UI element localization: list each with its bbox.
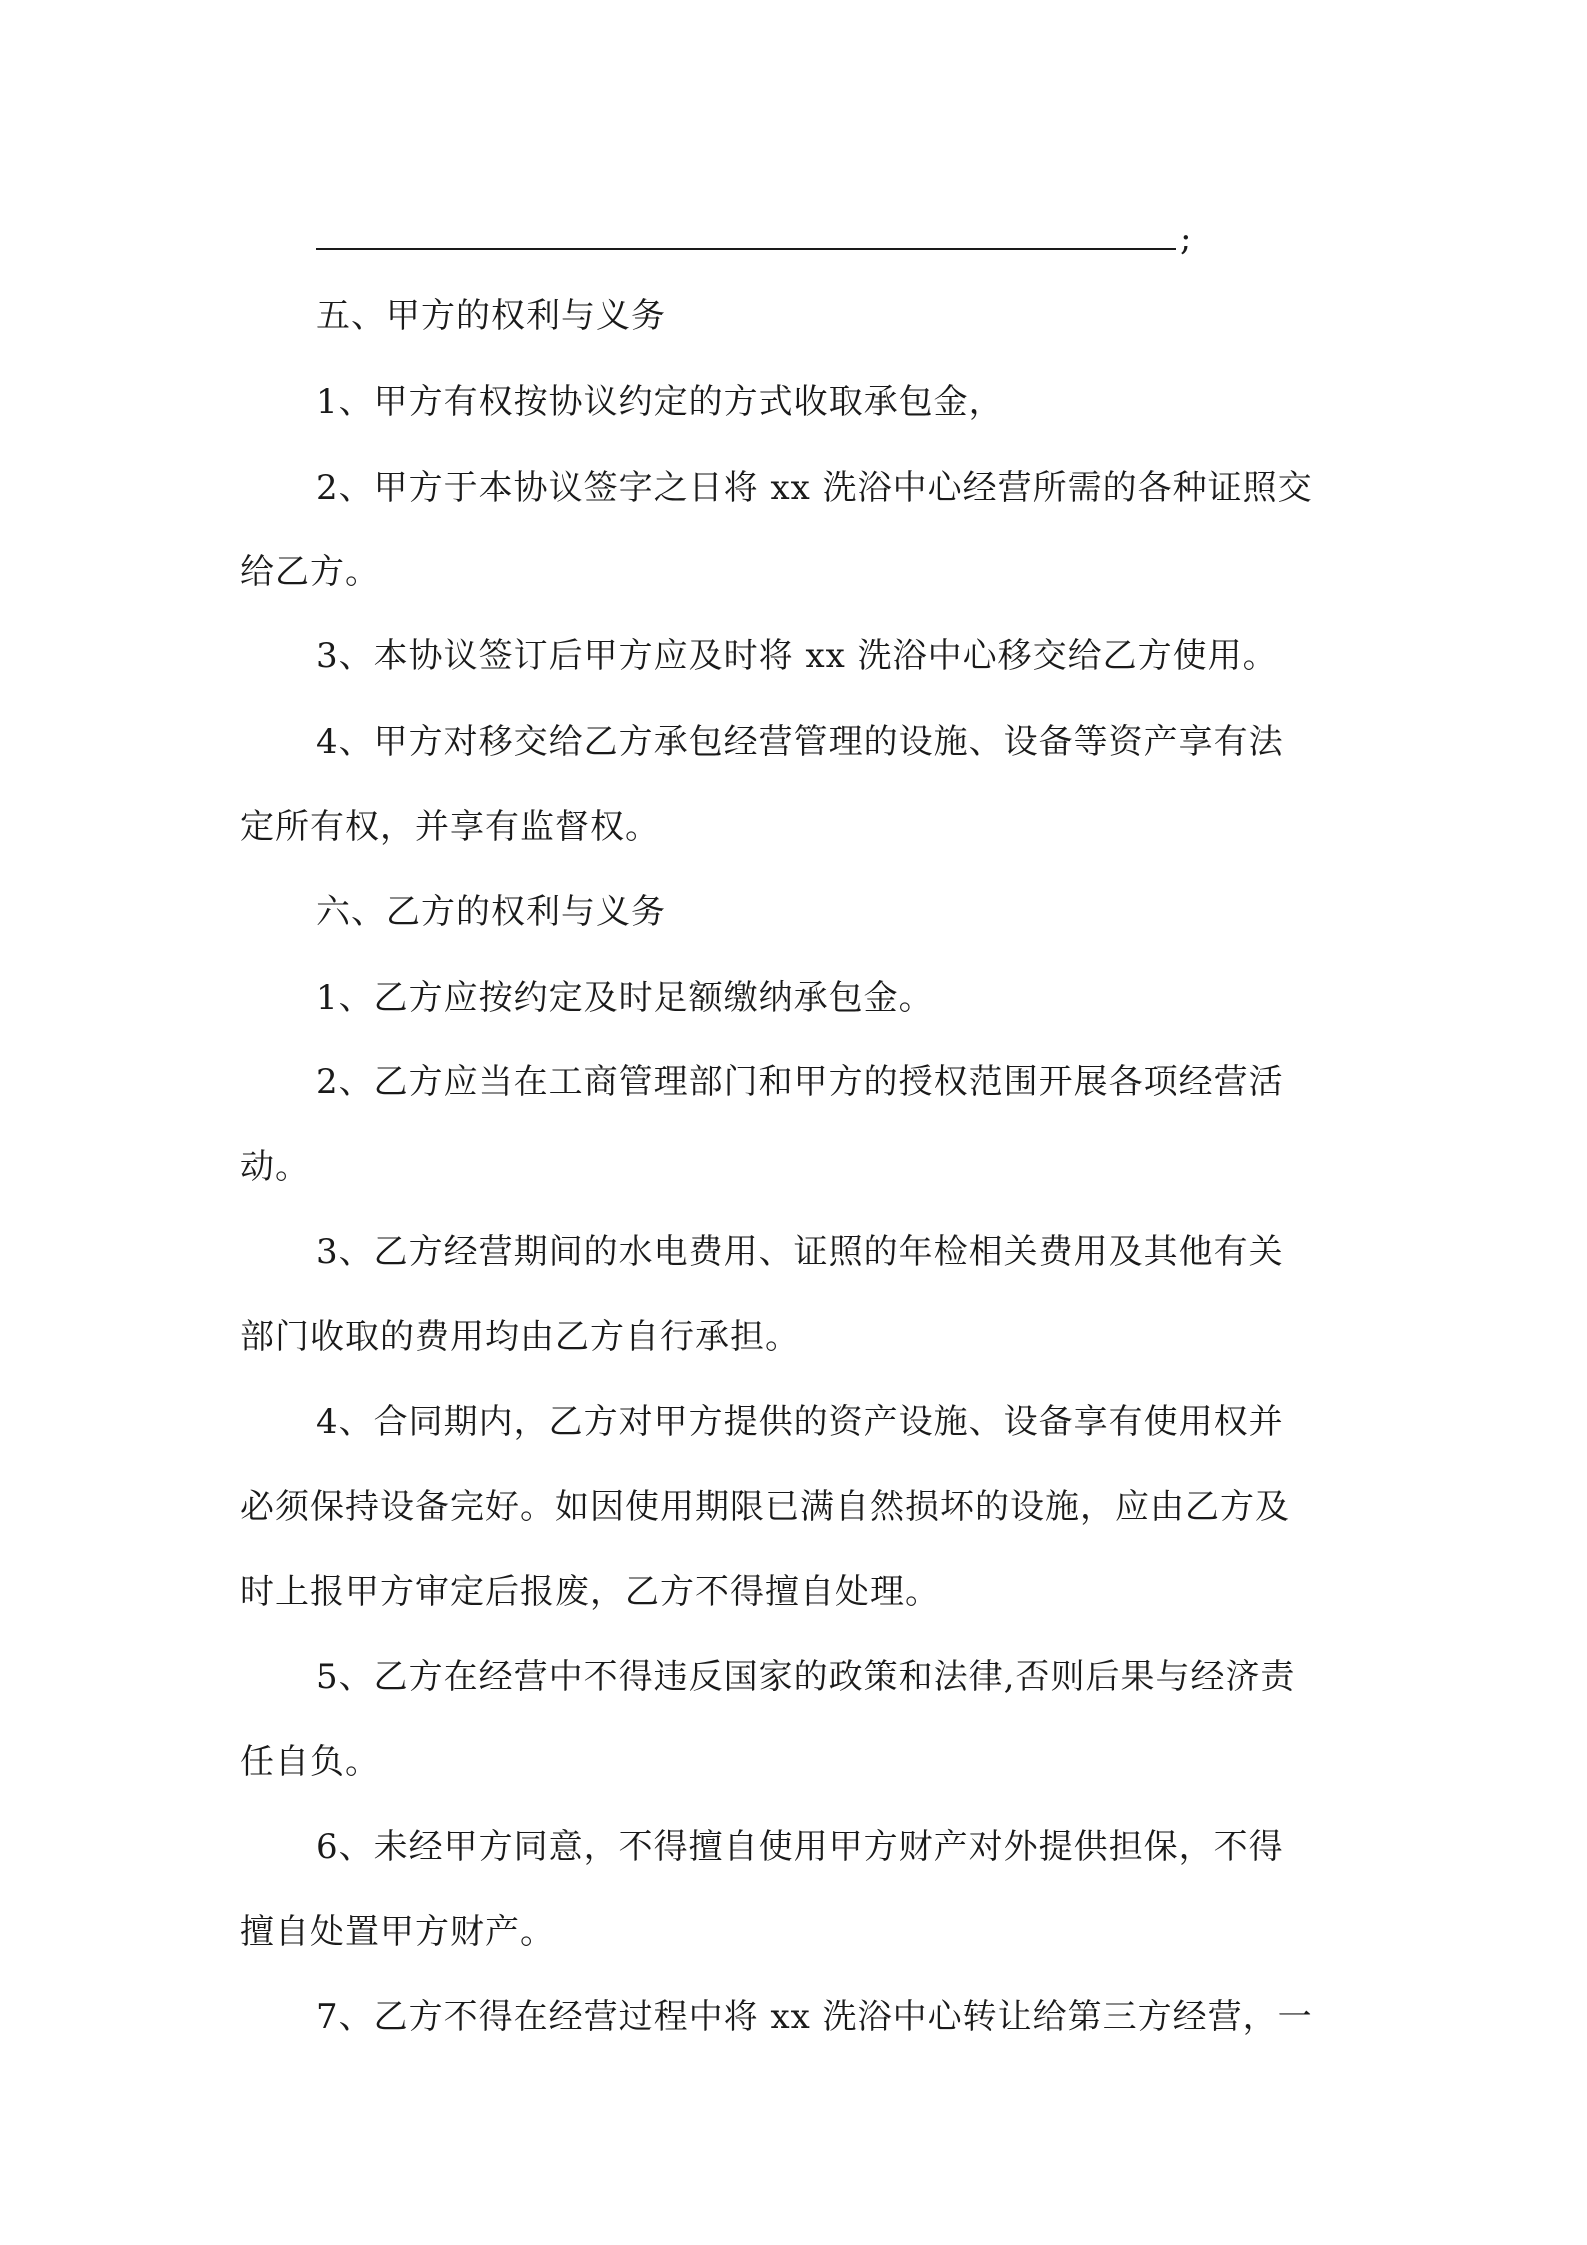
party-b-clause-4-cont-1: 必须保持设备完好。如因使用期限已满自然损坏的设施，应由乙方及 xyxy=(240,1487,1290,1527)
party-a-clause-3: 3、本协议签订后甲方应及时将 xx 洗浴中心移交给乙方使用。 xyxy=(316,636,1278,676)
party-b-clause-3-cont: 部门收取的费用均由乙方自行承担。 xyxy=(240,1317,800,1357)
party-a-clause-1: 1、甲方有权按协议约定的方式收取承包金， xyxy=(316,382,1004,422)
party-b-clause-2-cont: 动。 xyxy=(240,1147,310,1187)
party-b-clause-7: 7、乙方不得在经营过程中将 xx 洗浴中心转让给第三方经营，一 xyxy=(316,1997,1313,2037)
party-b-clause-4-cont-2: 时上报甲方审定后报废，乙方不得擅自处理。 xyxy=(240,1572,940,1612)
party-b-clause-2: 2、乙方应当在工商管理部门和甲方的授权范围开展各项经营活 xyxy=(316,1062,1284,1102)
section-heading-party-a: 五、甲方的权利与义务 xyxy=(316,296,666,336)
party-b-clause-5-cont: 任自负。 xyxy=(240,1742,380,1782)
section-heading-party-b: 六、乙方的权利与义务 xyxy=(316,892,666,932)
party-b-clause-5: 5、乙方在经营中不得违反国家的政策和法律,否则后果与经济责 xyxy=(316,1657,1296,1697)
party-b-clause-4: 4、合同期内，乙方对甲方提供的资产设施、设备享有使用权并 xyxy=(316,1402,1284,1442)
party-b-clause-6-cont: 擅自处置甲方财产。 xyxy=(240,1912,555,1952)
party-a-clause-4-cont: 定所有权，并享有监督权。 xyxy=(240,807,660,847)
party-b-clause-3: 3、乙方经营期间的水电费用、证照的年检相关费用及其他有关 xyxy=(316,1232,1284,1272)
fill-in-blank-line xyxy=(316,248,1176,250)
party-a-clause-2: 2、甲方于本协议签字之日将 xx 洗浴中心经营所需的各种证照交 xyxy=(316,468,1313,508)
party-a-clause-4: 4、甲方对移交给乙方承包经营管理的设施、设备等资产享有法 xyxy=(316,722,1284,762)
party-a-clause-2-cont: 给乙方。 xyxy=(240,552,380,592)
party-b-clause-6: 6、未经甲方同意，不得擅自使用甲方财产对外提供担保，不得 xyxy=(316,1827,1284,1867)
party-b-clause-1: 1、乙方应按约定及时足额缴纳承包金。 xyxy=(316,978,934,1018)
blank-terminator: ; xyxy=(1180,219,1192,259)
